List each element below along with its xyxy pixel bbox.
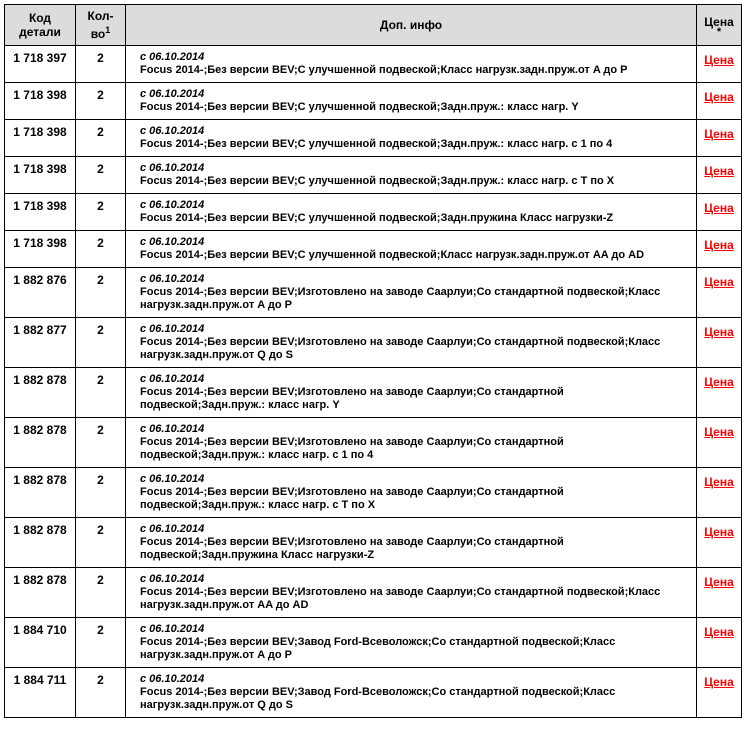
table-row [5, 46, 742, 83]
part-description: Focus 2014-;Без версии BEV;С улучшенной подвеской;Задн.пруж.: класс нагр. с T по X [140, 175, 615, 187]
price-cell [697, 83, 742, 120]
table-row [5, 618, 742, 668]
table-row [5, 120, 742, 157]
quantity: 2 [76, 418, 126, 468]
qty-footnote-marker: 1 [105, 25, 111, 35]
quantity: 2 [76, 157, 126, 194]
price-cell [697, 618, 742, 668]
table-row [5, 668, 742, 718]
table-row [5, 418, 742, 468]
col-header-info [126, 5, 697, 46]
info-cell [126, 418, 697, 468]
part-code: 1 882 877 [5, 318, 76, 368]
info-cell [126, 668, 697, 718]
part-description: Focus 2014-;Без версии BEV;С улучшенной подвеской;Класс нагрузк.задн.пруж.от AA до AD [140, 249, 645, 261]
info-cell [126, 368, 697, 418]
quantity: 2 [76, 120, 126, 157]
part-description: Focus 2014-;Без версии BEV;Изготовлено на заводе Саарлуи;Со стандартной подвеской;Задн.пруж.: класс нагр. с 1 по 4 [140, 436, 564, 461]
part-description: Focus 2014-;Без версии BEV;С улучшенной подвеской;Задн.пружина Класс нагрузки-Z [140, 212, 614, 224]
quantity: 2 [76, 46, 126, 83]
quantity: 2 [76, 668, 126, 718]
table-row [5, 318, 742, 368]
quantity: 2 [76, 318, 126, 368]
part-code: 1 884 710 [5, 618, 76, 668]
price-cell [697, 468, 742, 518]
price-link[interactable]: Цена [704, 425, 734, 439]
info-cell [126, 468, 697, 518]
valid-from-date: с 06.10.2014 [140, 523, 205, 535]
table-row [5, 368, 742, 418]
table-row [5, 268, 742, 318]
valid-from-date: с 06.10.2014 [140, 273, 205, 285]
info-cell [126, 120, 697, 157]
price-link[interactable]: Цена [704, 475, 734, 489]
col-header-part-code [5, 5, 76, 46]
part-description: Focus 2014-;Без версии BEV;С улучшенной подвеской;Задн.пруж.: класс нагр. с 1 по 4 [140, 138, 613, 150]
col-header-price-label: Цена [704, 14, 734, 29]
valid-from-date: с 06.10.2014 [140, 125, 205, 137]
part-code: 1 882 878 [5, 418, 76, 468]
part-description: Focus 2014-;Без версии BEV;Изготовлено на заводе Саарлуи;Со стандартной подвеской;Класс нагрузк.задн.пруж.от Q до S [140, 336, 661, 361]
price-cell [697, 46, 742, 83]
price-link[interactable]: Цена [704, 53, 734, 67]
info-cell [126, 268, 697, 318]
col-header-part-code-label: Код детали [19, 11, 61, 39]
price-link[interactable]: Цена [704, 575, 734, 589]
quantity: 2 [76, 568, 126, 618]
valid-from-date: с 06.10.2014 [140, 673, 205, 685]
price-cell [697, 418, 742, 468]
part-description: Focus 2014-;Без версии BEV;С улучшенной подвеской;Задн.пруж.: класс нагр. Y [140, 101, 579, 113]
valid-from-date: с 06.10.2014 [140, 423, 205, 435]
quantity: 2 [76, 268, 126, 318]
price-link[interactable]: Цена [704, 375, 734, 389]
price-cell [697, 318, 742, 368]
price-cell [697, 120, 742, 157]
valid-from-date: с 06.10.2014 [140, 573, 205, 585]
price-cell [697, 668, 742, 718]
table-row [5, 468, 742, 518]
table-row [5, 568, 742, 618]
price-footnote-marker: * [716, 25, 722, 38]
info-cell [126, 157, 697, 194]
price-cell [697, 268, 742, 318]
header-row [5, 5, 742, 46]
part-code: 1 718 397 [5, 46, 76, 83]
valid-from-date: с 06.10.2014 [140, 162, 205, 174]
part-code: 1 882 878 [5, 468, 76, 518]
quantity: 2 [76, 231, 126, 268]
price-link[interactable]: Цена [704, 325, 734, 339]
info-cell [126, 83, 697, 120]
quantity: 2 [76, 83, 126, 120]
price-link[interactable]: Цена [704, 127, 734, 141]
part-code: 1 882 878 [5, 518, 76, 568]
quantity: 2 [76, 518, 126, 568]
table-row [5, 83, 742, 120]
quantity: 2 [76, 468, 126, 518]
part-code: 1 884 711 [5, 668, 76, 718]
valid-from-date: с 06.10.2014 [140, 88, 205, 100]
info-cell [126, 231, 697, 268]
price-link[interactable]: Цена [704, 164, 734, 178]
table-row [5, 231, 742, 268]
parts-table [4, 4, 742, 718]
part-code: 1 718 398 [5, 231, 76, 268]
info-cell [126, 318, 697, 368]
col-header-price [697, 5, 742, 46]
valid-from-date: с 06.10.2014 [140, 51, 205, 63]
price-cell [697, 157, 742, 194]
info-cell [126, 618, 697, 668]
info-cell [126, 46, 697, 83]
quantity: 2 [76, 194, 126, 231]
part-description: Focus 2014-;Без версии BEV;Изготовлено на заводе Саарлуи;Со стандартной подвеской;Класс нагрузк.задн.пруж.от A до P [140, 286, 661, 311]
col-header-info-label: Доп. инфо [379, 18, 443, 32]
price-link[interactable]: Цена [704, 525, 734, 539]
price-link[interactable]: Цена [704, 675, 734, 689]
valid-from-date: с 06.10.2014 [140, 236, 205, 248]
price-cell [697, 368, 742, 418]
valid-from-date: с 06.10.2014 [140, 373, 205, 385]
price-cell [697, 568, 742, 618]
price-link[interactable]: Цена [704, 238, 734, 252]
price-link[interactable]: Цена [704, 275, 734, 289]
col-header-qty-label: Кол-во [87, 9, 114, 41]
price-link[interactable]: Цена [704, 90, 734, 104]
part-code: 1 882 876 [5, 268, 76, 318]
part-code: 1 718 398 [5, 157, 76, 194]
quantity: 2 [76, 618, 126, 668]
part-description: Focus 2014-;Без версии BEV;Завод Ford-Всеволожск;Со стандартной подвеской;Класс нагрузк.задн.пруж.от Q до S [140, 686, 616, 711]
table-row [5, 518, 742, 568]
part-description: Focus 2014-;Без версии BEV;Изготовлено на заводе Саарлуи;Со стандартной подвеской;Задн.пружина Класс нагрузки-Z [140, 536, 564, 561]
table-row [5, 157, 742, 194]
valid-from-date: с 06.10.2014 [140, 623, 205, 635]
part-description: Focus 2014-;Без версии BEV;С улучшенной подвеской;Класс нагрузк.задн.пруж.от A до P [140, 64, 628, 76]
table-row [5, 194, 742, 231]
valid-from-date: с 06.10.2014 [140, 323, 205, 335]
part-code: 1 718 398 [5, 194, 76, 231]
part-code: 1 718 398 [5, 83, 76, 120]
price-cell [697, 231, 742, 268]
part-description: Focus 2014-;Без версии BEV;Завод Ford-Всеволожск;Со стандартной подвеской;Класс нагрузк.задн.пруж.от A до P [140, 636, 616, 661]
price-cell [697, 518, 742, 568]
info-cell [126, 518, 697, 568]
quantity: 2 [76, 368, 126, 418]
col-header-qty [76, 5, 126, 46]
part-code: 1 882 878 [5, 368, 76, 418]
part-description: Focus 2014-;Без версии BEV;Изготовлено на заводе Саарлуи;Со стандартной подвеской;Класс нагрузк.задн.пруж.от AA до AD [140, 586, 661, 611]
info-cell [126, 568, 697, 618]
part-description: Focus 2014-;Без версии BEV;Изготовлено на заводе Саарлуи;Со стандартной подвеской;Задн.пруж.: класс нагр. Y [140, 386, 564, 411]
price-link[interactable]: Цена [704, 201, 734, 215]
valid-from-date: с 06.10.2014 [140, 473, 205, 485]
part-code: 1 882 878 [5, 568, 76, 618]
valid-from-date: с 06.10.2014 [140, 199, 205, 211]
part-code: 1 718 398 [5, 120, 76, 157]
part-description: Focus 2014-;Без версии BEV;Изготовлено на заводе Саарлуи;Со стандартной подвеской;Задн.пруж.: класс нагр. с T по X [140, 486, 564, 511]
info-cell [126, 194, 697, 231]
price-link[interactable]: Цена [704, 625, 734, 639]
price-cell [697, 194, 742, 231]
